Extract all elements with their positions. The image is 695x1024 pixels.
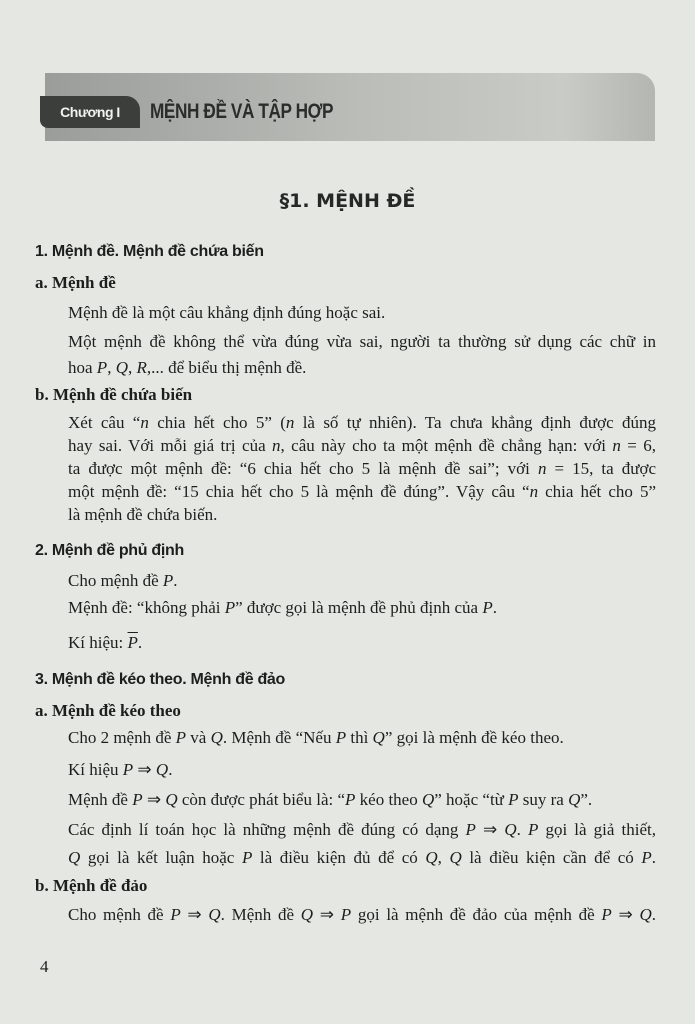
text-segment: , câu này cho ta một mệnh đề chẳng hạn: với bbox=[280, 436, 613, 455]
text-segment: . bbox=[137, 633, 143, 652]
text-line bbox=[68, 505, 656, 525]
text-segment: ta được một mệnh đề: “6 chia hết cho 5 là mệnh đề sai”; với bbox=[68, 459, 538, 478]
text-segment: ” gọi là mệnh đề kéo theo. bbox=[384, 728, 564, 747]
text-segment: là điều kiện cần để có bbox=[461, 848, 642, 867]
math-symbol: P bbox=[340, 905, 352, 924]
text-segment: Cho mệnh đề bbox=[68, 571, 163, 590]
chapter-tab: Chương I bbox=[40, 96, 140, 128]
math-symbol: P bbox=[132, 790, 143, 809]
text-segment: là mệnh đề chứa biến. bbox=[68, 505, 218, 524]
math-symbol: n bbox=[612, 436, 621, 455]
text-segment: . bbox=[492, 598, 497, 617]
text-segment: thì bbox=[346, 728, 373, 747]
math-symbol: Q bbox=[425, 848, 438, 867]
text-line bbox=[68, 728, 656, 748]
subheading-3a: a. Mệnh đề kéo theo bbox=[35, 701, 181, 720]
chapter-title: MỆNH ĐỀ VÀ TẬP HỢP bbox=[150, 100, 334, 123]
math-symbol: P bbox=[482, 598, 493, 617]
math-symbol: P bbox=[170, 905, 181, 924]
math-symbol: P bbox=[508, 790, 519, 809]
text-segment: và bbox=[186, 728, 211, 747]
text-segment: gọi là kết luận hoặc bbox=[80, 848, 242, 867]
text-segment: ” được gọi là mệnh đề phủ định của bbox=[235, 598, 483, 617]
text-segment: còn được phát biểu là: “ bbox=[177, 790, 346, 809]
text-segment: Mệnh đề là một câu khẳng định đúng hoặc sai. bbox=[68, 303, 386, 322]
heading-2: 2. Mệnh đề phủ định bbox=[35, 542, 184, 559]
text-segment: ⇒ bbox=[475, 820, 505, 839]
text-segment: ”. bbox=[580, 790, 593, 809]
math-symbol: R bbox=[136, 358, 147, 377]
math-symbol: Q bbox=[68, 848, 81, 867]
text-line bbox=[68, 760, 656, 780]
math-symbol: Q bbox=[165, 790, 178, 809]
math-symbol: $\overline{P}$ bbox=[127, 633, 138, 652]
text-line bbox=[68, 848, 656, 868]
text-segment: gọi là giả thiết, bbox=[538, 820, 656, 839]
math-symbol: P bbox=[601, 905, 612, 924]
text-line bbox=[68, 482, 656, 502]
math-symbol: Q bbox=[208, 905, 221, 924]
text-segment: hay sai. Với mỗi giá trị của bbox=[68, 436, 273, 455]
math-symbol: P bbox=[527, 820, 539, 839]
text-segment: , bbox=[127, 358, 137, 377]
text-segment: chia hết cho 5” ( bbox=[148, 413, 286, 432]
math-symbol: Q bbox=[639, 905, 652, 924]
math-symbol: Q bbox=[568, 790, 581, 809]
text-segment: Một mệnh đề không thể vừa đúng vừa sai, người ta thường sử dụng các chữ in bbox=[68, 332, 656, 351]
page-number: 4 bbox=[40, 957, 49, 976]
math-symbol: n bbox=[285, 413, 295, 432]
text-segment: = 6, bbox=[620, 436, 656, 455]
math-symbol: Q bbox=[504, 820, 517, 839]
text-segment: ⇒ bbox=[611, 905, 640, 924]
text-segment: chia hết cho 5” bbox=[538, 482, 656, 501]
math-symbol: P bbox=[241, 848, 253, 867]
subheading-1b: b. Mệnh đề chứa biến bbox=[35, 385, 193, 404]
heading-3: 3. Mệnh đề kéo theo. Mệnh đề đảo bbox=[35, 671, 285, 688]
text-line bbox=[68, 598, 656, 618]
text-line bbox=[68, 905, 656, 925]
math-symbol: n bbox=[140, 413, 149, 432]
text-segment: suy ra bbox=[518, 790, 569, 809]
subheading-1a: a. Mệnh đề bbox=[35, 273, 116, 292]
text-line bbox=[68, 332, 656, 352]
math-symbol: Q bbox=[421, 790, 435, 809]
text-segment: ,... để biểu thị mệnh đề. bbox=[146, 358, 307, 377]
subheading-3b: b. Mệnh đề đảo bbox=[35, 876, 148, 895]
math-symbol: P bbox=[345, 790, 356, 809]
text-segment: Kí hiệu bbox=[68, 760, 123, 779]
text-segment: . bbox=[168, 760, 173, 779]
text-line bbox=[68, 790, 656, 810]
text-line bbox=[68, 436, 656, 456]
text-line bbox=[68, 413, 656, 433]
math-symbol: Q bbox=[300, 905, 314, 924]
text-segment: ⇒ bbox=[142, 790, 166, 809]
math-symbol: Q bbox=[449, 848, 462, 867]
text-segment: Mệnh đề: “không phải bbox=[68, 598, 225, 617]
text-segment: Kí hiệu: bbox=[68, 633, 128, 652]
math-symbol: P bbox=[96, 358, 108, 377]
math-symbol: P bbox=[162, 571, 174, 590]
text-segment: hoa bbox=[68, 358, 97, 377]
math-symbol: Q bbox=[372, 728, 385, 747]
text-segment: kéo theo bbox=[355, 790, 422, 809]
text-segment: . bbox=[651, 848, 656, 867]
text-segment: Xét câu “ bbox=[68, 413, 141, 432]
text-line bbox=[68, 303, 656, 323]
math-symbol: n bbox=[537, 459, 547, 478]
text-segment: là điều kiện đủ để có bbox=[252, 848, 426, 867]
math-symbol: P bbox=[122, 760, 134, 779]
text-segment: ⇒ bbox=[313, 905, 341, 924]
text-segment: . Mệnh đề bbox=[220, 905, 301, 924]
text-line bbox=[68, 571, 656, 591]
math-symbol: P bbox=[465, 820, 476, 839]
math-symbol: Q bbox=[155, 760, 169, 779]
text-segment: . bbox=[516, 820, 528, 839]
math-symbol: P bbox=[335, 728, 347, 747]
text-line bbox=[68, 358, 656, 378]
math-symbol: Q bbox=[115, 358, 128, 377]
section-title: §1. MỆNH ĐỀ bbox=[279, 190, 416, 212]
text-segment: Cho mệnh đề bbox=[68, 905, 171, 924]
text-segment: là số tự nhiên). Ta chưa khẳng định được đúng bbox=[294, 413, 656, 432]
text-segment: Mệnh đề bbox=[68, 790, 133, 809]
text-segment: . bbox=[651, 905, 656, 924]
text-segment: ⇒ bbox=[180, 905, 209, 924]
text-segment: Các định lí toán học là những mệnh đề đúng có dạng bbox=[68, 820, 466, 839]
math-symbol: n bbox=[272, 436, 281, 455]
text-segment: ” hoặc “từ bbox=[434, 790, 509, 809]
text-segment: gọi là mệnh đề đảo của mệnh đề bbox=[351, 905, 602, 924]
text-line bbox=[68, 820, 656, 840]
text-segment: , bbox=[437, 848, 450, 867]
math-symbol: P bbox=[224, 598, 236, 617]
text-segment: . bbox=[173, 571, 178, 590]
text-segment: một mệnh đề: “15 chia hết cho 5 là mệnh đề đúng”. Vậy câu “ bbox=[68, 482, 530, 501]
text-segment: . Mệnh đề “Nếu bbox=[222, 728, 336, 747]
heading-1: 1. Mệnh đề. Mệnh đề chứa biến bbox=[35, 243, 264, 260]
text-segment: , bbox=[107, 358, 116, 377]
math-symbol: n bbox=[529, 482, 539, 501]
text-segment: Cho 2 mệnh đề bbox=[68, 728, 176, 747]
math-symbol: Q bbox=[210, 728, 223, 747]
text-line bbox=[68, 459, 656, 479]
math-symbol: P bbox=[175, 728, 187, 747]
text-segment: = 15, ta được bbox=[546, 459, 657, 478]
text-line bbox=[68, 633, 656, 653]
text-segment: ⇒ bbox=[133, 760, 156, 779]
math-symbol: P bbox=[641, 848, 652, 867]
